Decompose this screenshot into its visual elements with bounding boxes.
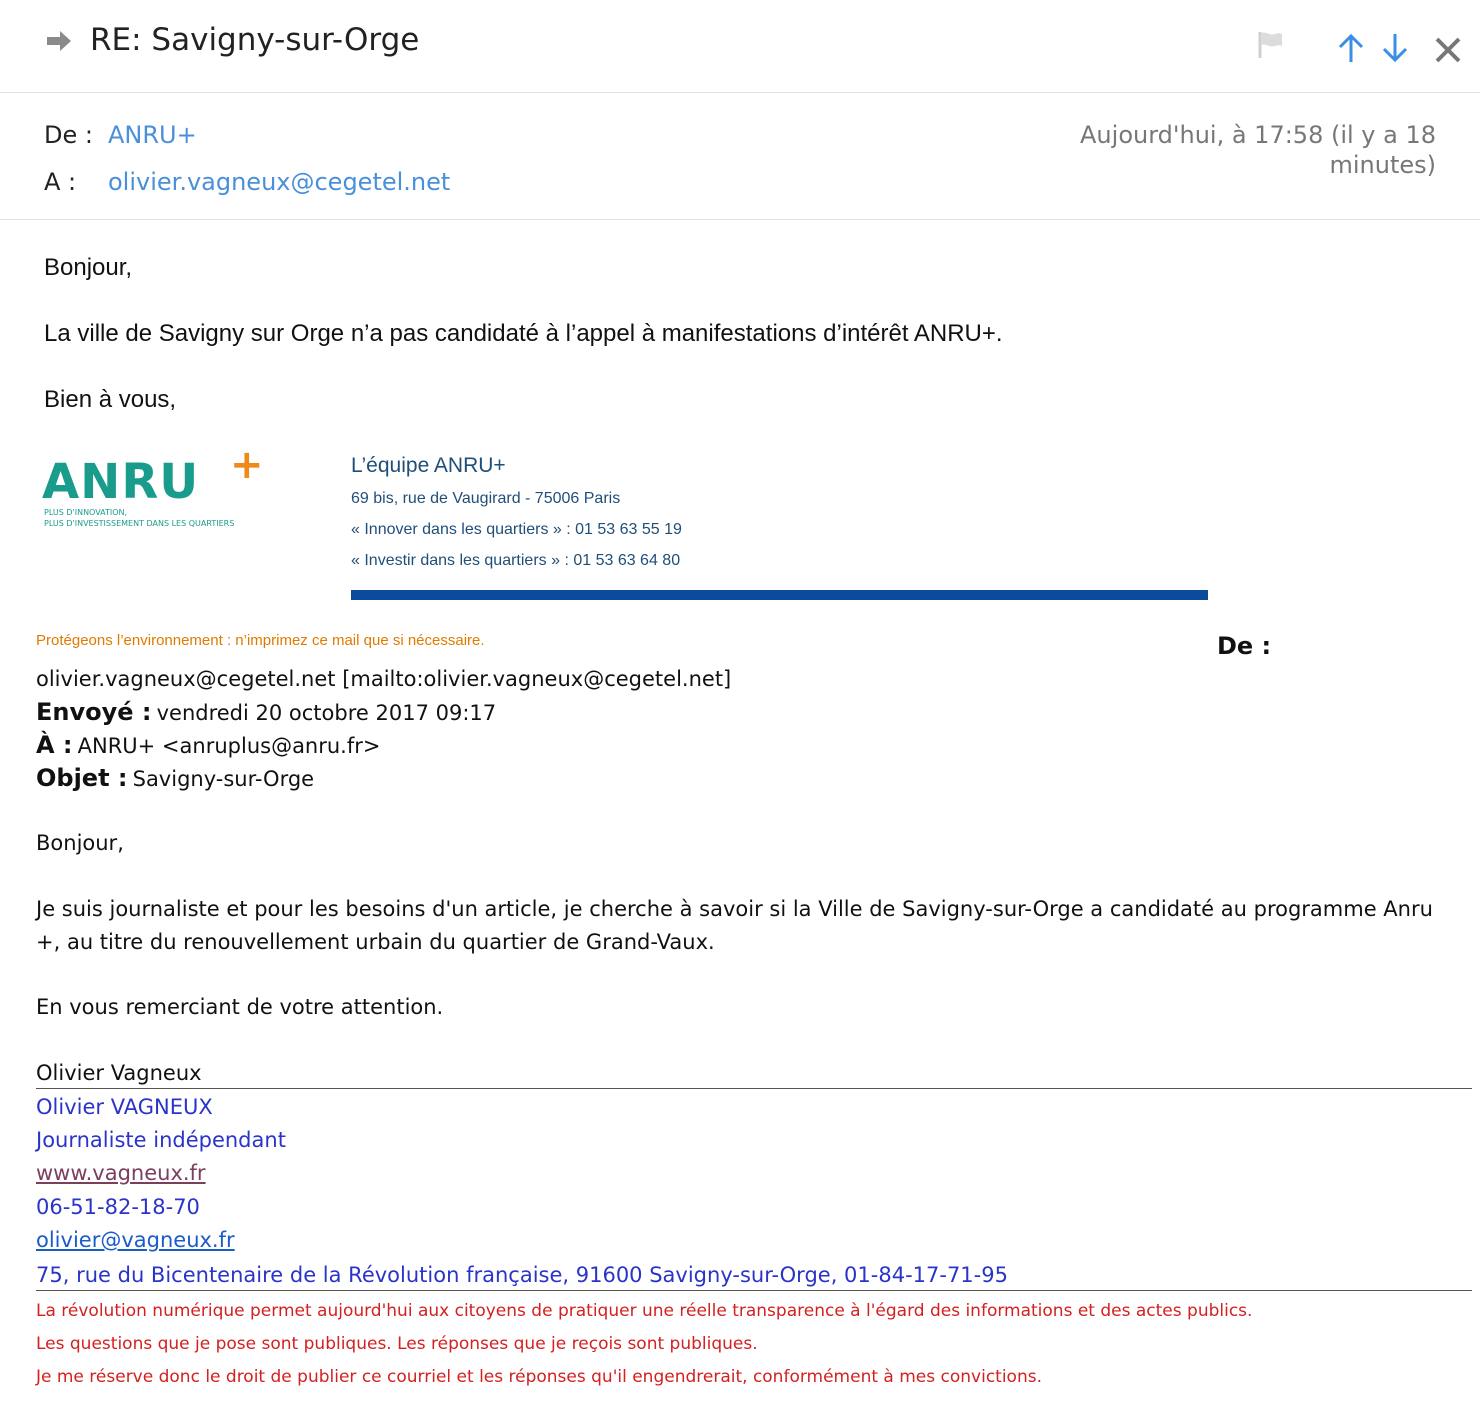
quoted-subject-row (36, 764, 314, 792)
disclaimer-line: La révolution numérique permet aujourd'hui aux citoyens de pratiquer une réelle transparence à l'égard des informations et des actes publics. (36, 1301, 1253, 1321)
disclaimer-line: Je me réserve donc le droit de publier ce courriel et les réponses qu'il engendrerait, conformément à mes convictions. (36, 1367, 1042, 1387)
sender-website-link[interactable]: www.vagneux.fr (36, 1161, 206, 1185)
quoted-from-value: olivier.vagneux@cegetel.net [mailto:olivier.vagneux@cegetel.net] (36, 667, 732, 691)
reply-body: La ville de Savigny sur Orge n’a pas candidaté à l’appel à manifestations d’intérêt ANRU+. (44, 320, 1003, 347)
message-date: Aujourd'hui, à 17:58 (il y a 18 minutes) (1080, 121, 1436, 179)
to-label: A : (44, 168, 77, 196)
from-value[interactable]: ANRU+ (108, 121, 197, 149)
signature-phone-innover: « Innover dans les quartiers » : 01 53 63 55 19 (351, 521, 682, 538)
signature-phone-investir: « Investir dans les quartiers » : 01 53 63 64 80 (351, 552, 681, 569)
flag-icon[interactable] (1256, 30, 1286, 60)
message-toolbar (0, 0, 1480, 93)
arrow-up-icon[interactable] (1336, 32, 1366, 66)
sender-phone: 06-51-82-18-70 (36, 1195, 200, 1219)
from-label: De : (44, 121, 93, 149)
to-value[interactable]: olivier.vagneux@cegetel.net (108, 168, 451, 196)
arrow-down-icon[interactable] (1380, 32, 1410, 66)
signature-team: L’équipe ANRU+ (351, 454, 506, 477)
quoted-signoff: Olivier Vagneux (36, 1061, 202, 1085)
quoted-to-row (36, 731, 380, 759)
anru-logo: ANRU + PLUS D'INNOVATION, PLUS D'INVESTISSEMENT DANS LES QUARTIERS (42, 442, 264, 528)
quoted-subject-label: Objet : (36, 764, 128, 792)
quoted-to-value: ANRU+ <anruplus@anru.fr> (77, 734, 381, 758)
reply-forward-icon (44, 26, 74, 56)
quoted-greeting: Bonjour, (36, 831, 124, 855)
disclaimer-line: Les questions que je pose sont publiques. Les réponses que je reçois sont publiques. (36, 1334, 758, 1354)
reply-greeting: Bonjour, (44, 254, 133, 281)
signature-rule-top (36, 1088, 1472, 1089)
reply-closing: Bien à vous, (44, 386, 177, 413)
quoted-sent-row (36, 698, 496, 726)
signature-divider (351, 590, 1208, 600)
message-subject: RE: Savigny-sur-Orge (90, 22, 420, 58)
quoted-body: Je suis journaliste et pour les besoins d'un article, je cherche à savoir si la Ville de Savigny-sur-Orge a candidaté au programme Anru +, au titre du renouvellement urbain du quartier de Grand-Vaux. (36, 897, 1433, 954)
sender-name: Olivier VAGNEUX (36, 1095, 213, 1119)
quoted-subject-value: Savigny-sur-Orge (132, 767, 315, 791)
sender-email-link[interactable]: olivier@vagneux.fr (36, 1228, 235, 1252)
quoted-thanks: En vous remerciant de votre attention. (36, 995, 444, 1019)
environment-note: Protégeons l’environnement : n’imprimez ce mail que si nécessaire. (36, 632, 485, 649)
close-icon[interactable] (1432, 34, 1464, 66)
quoted-to-label: À : (36, 731, 73, 759)
quoted-sent-value: vendredi 20 octobre 2017 09:17 (156, 701, 497, 725)
sender-address: 75, rue du Bicentenaire de la Révolution française, 91600 Savigny-sur-Orge, 01-84-17-71-95 (36, 1263, 1008, 1287)
signature-address: 69 bis, rue de Vaugirard - 75006 Paris (351, 490, 621, 507)
sender-role: Journaliste indépendant (36, 1128, 286, 1152)
quoted-sent-label: Envoyé : (36, 698, 152, 726)
quoted-from-label: De : (1217, 632, 1272, 660)
signature-rule-bottom (36, 1290, 1472, 1291)
